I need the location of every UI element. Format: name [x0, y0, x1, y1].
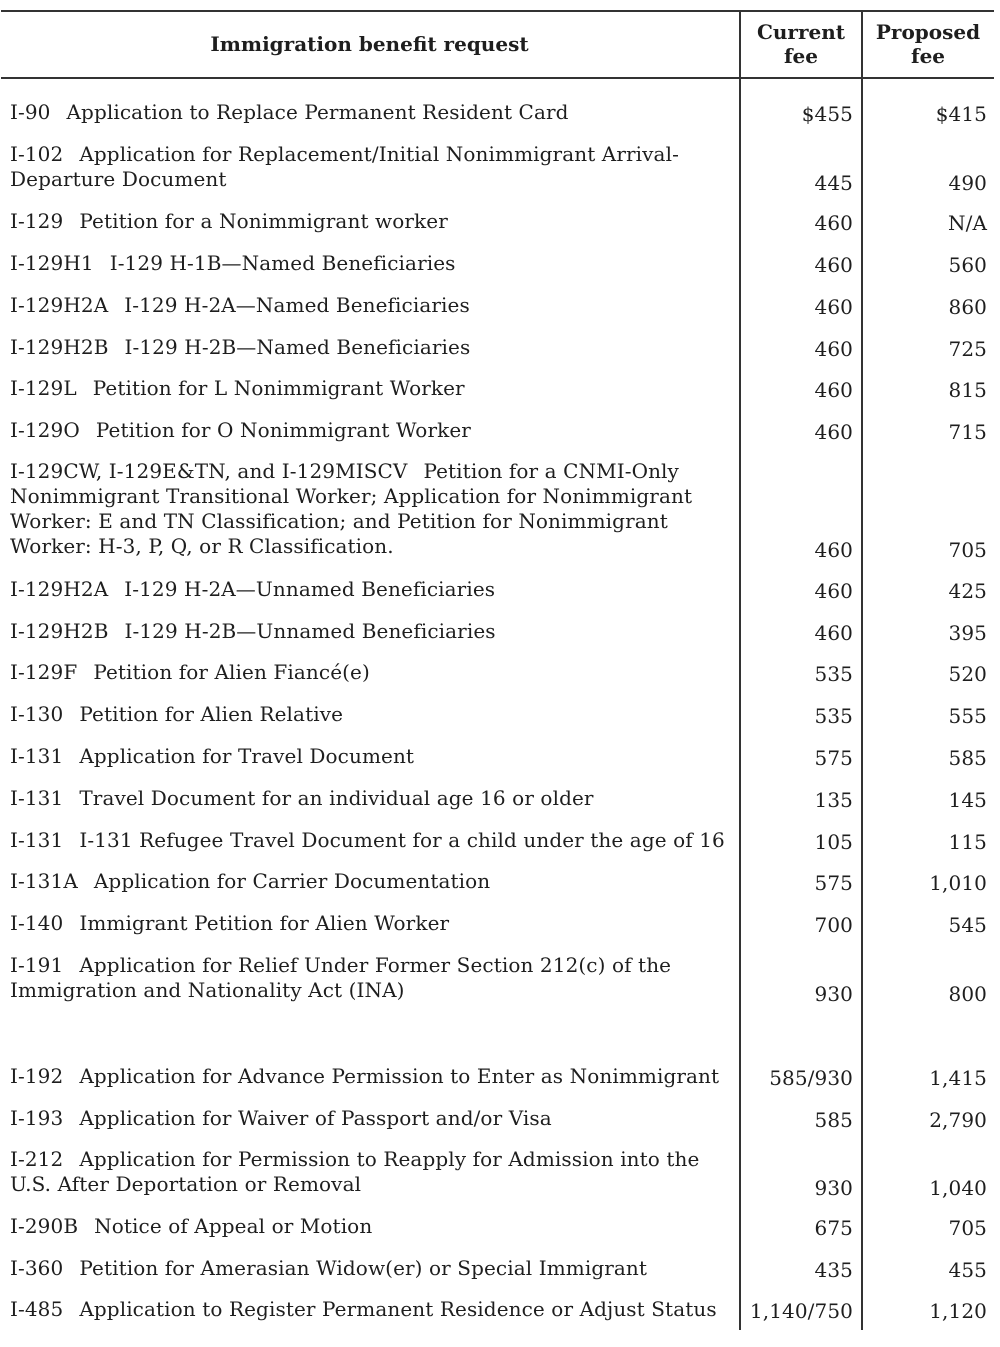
request-cell — [10, 418, 732, 443]
table-row — [0, 1297, 993, 1324]
current-fee-value: 1,140/750 — [749, 1299, 853, 1323]
current-fee-value: 930 — [814, 1176, 853, 1200]
header-proposed-line1: Proposed — [875, 20, 981, 44]
request-cell — [10, 376, 732, 401]
request-cell — [10, 459, 732, 559]
form-number: I-129O — [10, 418, 80, 442]
form-number: I-290B — [10, 1214, 79, 1238]
form-description: Application for Carrier Documentation — [93, 869, 491, 893]
proposed-fee-value: 705 — [948, 538, 987, 562]
form-number: I-129H2B — [10, 335, 109, 359]
proposed-fee-value: 1,010 — [929, 871, 987, 895]
proposed-fee-value: 860 — [948, 295, 987, 319]
request-cell — [10, 1064, 732, 1089]
header-request-label: Immigration benefit request — [210, 32, 529, 56]
form-number: I-130 — [10, 702, 64, 726]
form-description: I-129 H-2A—Named Beneficiaries — [124, 293, 470, 317]
form-description: Application to Replace Permanent Resident Card — [66, 100, 569, 124]
form-number: I-360 — [10, 1256, 64, 1280]
current-fee-value: 460 — [814, 337, 853, 361]
proposed-fee-value: 560 — [948, 253, 987, 277]
form-description: Application to Register Permanent Residence or Adjust Status — [79, 1297, 717, 1321]
current-fee-value: 575 — [814, 746, 853, 770]
request-cell — [10, 577, 732, 602]
request-cell — [10, 744, 732, 769]
form-number: I-129H2A — [10, 293, 109, 317]
request-cell — [10, 660, 732, 685]
proposed-fee-value: 1,415 — [929, 1066, 987, 1090]
request-cell — [10, 911, 732, 936]
form-number: I-129L — [10, 376, 77, 400]
proposed-fee-value: N/A — [948, 211, 987, 235]
current-fee-value: 700 — [814, 913, 853, 937]
table-row — [0, 418, 993, 445]
form-number: I-131A — [10, 869, 78, 893]
proposed-fee-value: 395 — [948, 621, 987, 645]
table-row — [0, 142, 993, 196]
form-description: Petition for Alien Fiancé(e) — [93, 660, 370, 684]
current-fee-value: 445 — [814, 171, 853, 195]
request-cell — [10, 209, 732, 234]
request-cell — [10, 953, 732, 1003]
form-number: I-129H1 — [10, 251, 94, 275]
proposed-fee-value: 1,040 — [929, 1176, 987, 1200]
form-description: Application for Relief Under Former Section 212(c) of the Immigration and Nationality Act (INA) — [10, 953, 672, 1002]
form-number: I-193 — [10, 1106, 64, 1130]
current-fee-value: 585/930 — [769, 1066, 853, 1090]
current-fee-value: 575 — [814, 871, 853, 895]
request-cell — [10, 142, 732, 192]
form-description: Application for Travel Document — [79, 744, 415, 768]
form-number: I-485 — [10, 1297, 64, 1321]
current-fee-value: 435 — [814, 1258, 853, 1282]
table-row — [0, 1214, 993, 1241]
form-number: I-191 — [10, 953, 64, 977]
proposed-fee-value: 585 — [948, 746, 987, 770]
form-number: I-129 — [10, 209, 64, 233]
form-description: Petition for a Nonimmigrant worker — [79, 209, 448, 233]
header-proposed-fee — [863, 12, 993, 76]
form-number: I-129F — [10, 660, 78, 684]
table-row — [0, 869, 993, 896]
request-cell — [10, 251, 732, 276]
proposed-fee-value: 455 — [948, 1258, 987, 1282]
proposed-fee-value: 1,120 — [929, 1299, 987, 1323]
request-cell — [10, 786, 732, 811]
proposed-fee-value: 520 — [948, 662, 987, 686]
header-current-line2: fee — [783, 44, 819, 68]
proposed-fee-value: 115 — [948, 830, 987, 854]
proposed-fee-value: 145 — [948, 788, 987, 812]
current-fee-value: 460 — [814, 295, 853, 319]
table-row — [0, 1106, 993, 1133]
current-fee-value: 460 — [814, 621, 853, 645]
form-description: Application for Replacement/Initial Nonimmigrant Arrival-Departure Document — [10, 142, 679, 191]
table-row — [0, 293, 993, 320]
table-row — [0, 702, 993, 729]
form-description: Travel Document for an individual age 16 or older — [79, 786, 594, 810]
header-rule — [1, 77, 994, 79]
request-cell — [10, 1147, 732, 1197]
header-request — [0, 12, 739, 76]
proposed-fee-value: 800 — [948, 982, 987, 1006]
table-row — [0, 660, 993, 687]
table-row — [0, 828, 993, 855]
proposed-fee-value: 725 — [948, 337, 987, 361]
current-fee-value: 460 — [814, 211, 853, 235]
form-description: Notice of Appeal or Motion — [94, 1214, 373, 1238]
form-description: I-129 H-2B—Unnamed Beneficiaries — [124, 619, 496, 643]
table-row — [0, 1256, 993, 1283]
form-number: I-131 — [10, 744, 64, 768]
proposed-fee-value: 545 — [948, 913, 987, 937]
form-number: I-140 — [10, 911, 64, 935]
form-description: Petition for Alien Relative — [79, 702, 344, 726]
table-row — [0, 1147, 993, 1201]
header-current-line1: Current — [756, 20, 846, 44]
form-description: Immigrant Petition for Alien Worker — [79, 911, 450, 935]
current-fee-value: 535 — [814, 662, 853, 686]
request-cell — [10, 1256, 732, 1281]
form-number: I-131 — [10, 786, 64, 810]
form-number: I-129H2A — [10, 577, 109, 601]
request-cell — [10, 1297, 732, 1322]
form-number: I-192 — [10, 1064, 64, 1088]
request-cell — [10, 702, 732, 727]
proposed-fee-value: 705 — [948, 1216, 987, 1240]
form-description: Petition for L Nonimmigrant Worker — [92, 376, 465, 400]
request-cell — [10, 828, 732, 853]
current-fee-value: 105 — [814, 830, 853, 854]
table-row — [0, 209, 993, 236]
request-cell — [10, 1106, 732, 1131]
table-row — [0, 953, 993, 1007]
form-description: Application for Permission to Reapply for Admission into the U.S. After Deportation or Removal — [10, 1147, 700, 1196]
form-description: I-129 H-2B—Named Beneficiaries — [124, 335, 471, 359]
current-fee-value: 460 — [814, 538, 853, 562]
table-row — [0, 459, 993, 563]
request-cell — [10, 100, 732, 125]
form-number: I-129H2B — [10, 619, 109, 643]
form-description: Petition for O Nonimmigrant Worker — [95, 418, 471, 442]
current-fee-value: 460 — [814, 378, 853, 402]
current-fee-value: 460 — [814, 420, 853, 444]
request-cell — [10, 1214, 732, 1239]
form-description: Application for Advance Permission to Enter as Nonimmigrant — [79, 1064, 720, 1088]
table-row — [0, 577, 993, 604]
current-fee-value: 460 — [814, 579, 853, 603]
table-row — [0, 911, 993, 938]
table-row — [0, 1064, 993, 1091]
table-row — [0, 744, 993, 771]
request-cell — [10, 619, 732, 644]
header-current-fee — [741, 12, 861, 76]
table-row — [0, 786, 993, 813]
table-row — [0, 335, 993, 362]
request-cell — [10, 293, 732, 318]
form-description: Petition for Amerasian Widow(er) or Special Immigrant — [79, 1256, 648, 1280]
form-description: I-131 Refugee Travel Document for a child under the age of 16 — [79, 828, 725, 852]
proposed-fee-value: 815 — [948, 378, 987, 402]
proposed-fee-value: 555 — [948, 704, 987, 728]
table-row — [0, 376, 993, 403]
current-fee-value: $455 — [801, 102, 853, 126]
form-number: I-131 — [10, 828, 64, 852]
request-cell — [10, 869, 732, 894]
table-row — [0, 251, 993, 278]
proposed-fee-value: 425 — [948, 579, 987, 603]
current-fee-value: 930 — [814, 982, 853, 1006]
proposed-fee-value: 715 — [948, 420, 987, 444]
proposed-fee-value: $415 — [935, 102, 987, 126]
proposed-fee-value: 2,790 — [929, 1108, 987, 1132]
current-fee-value: 135 — [814, 788, 853, 812]
form-number: I-102 — [10, 142, 64, 166]
form-number: I-90 — [10, 100, 51, 124]
form-description: I-129 H-1B—Named Beneficiaries — [109, 251, 456, 275]
form-number: I-129CW, I-129E&TN, and I-129MISCV — [10, 459, 408, 483]
current-fee-value: 675 — [814, 1216, 853, 1240]
form-description: Application for Waiver of Passport and/or Visa — [79, 1106, 552, 1130]
form-number: I-212 — [10, 1147, 64, 1171]
form-description: I-129 H-2A—Unnamed Beneficiaries — [124, 577, 496, 601]
table-row — [0, 100, 993, 127]
request-cell — [10, 335, 732, 360]
header-proposed-line2: fee — [910, 44, 946, 68]
current-fee-value: 585 — [814, 1108, 853, 1132]
table-row — [0, 619, 993, 646]
proposed-fee-value: 490 — [948, 171, 987, 195]
form-description: Petition for a CNMI-Only Nonimmigrant Transitional Worker; Application for Nonimmigrant Worker: E and TN Classification; and Petition for Nonimmigrant Worker: H-3, P, Q, or R Classification. — [10, 459, 693, 558]
current-fee-value: 460 — [814, 253, 853, 277]
current-fee-value: 535 — [814, 704, 853, 728]
